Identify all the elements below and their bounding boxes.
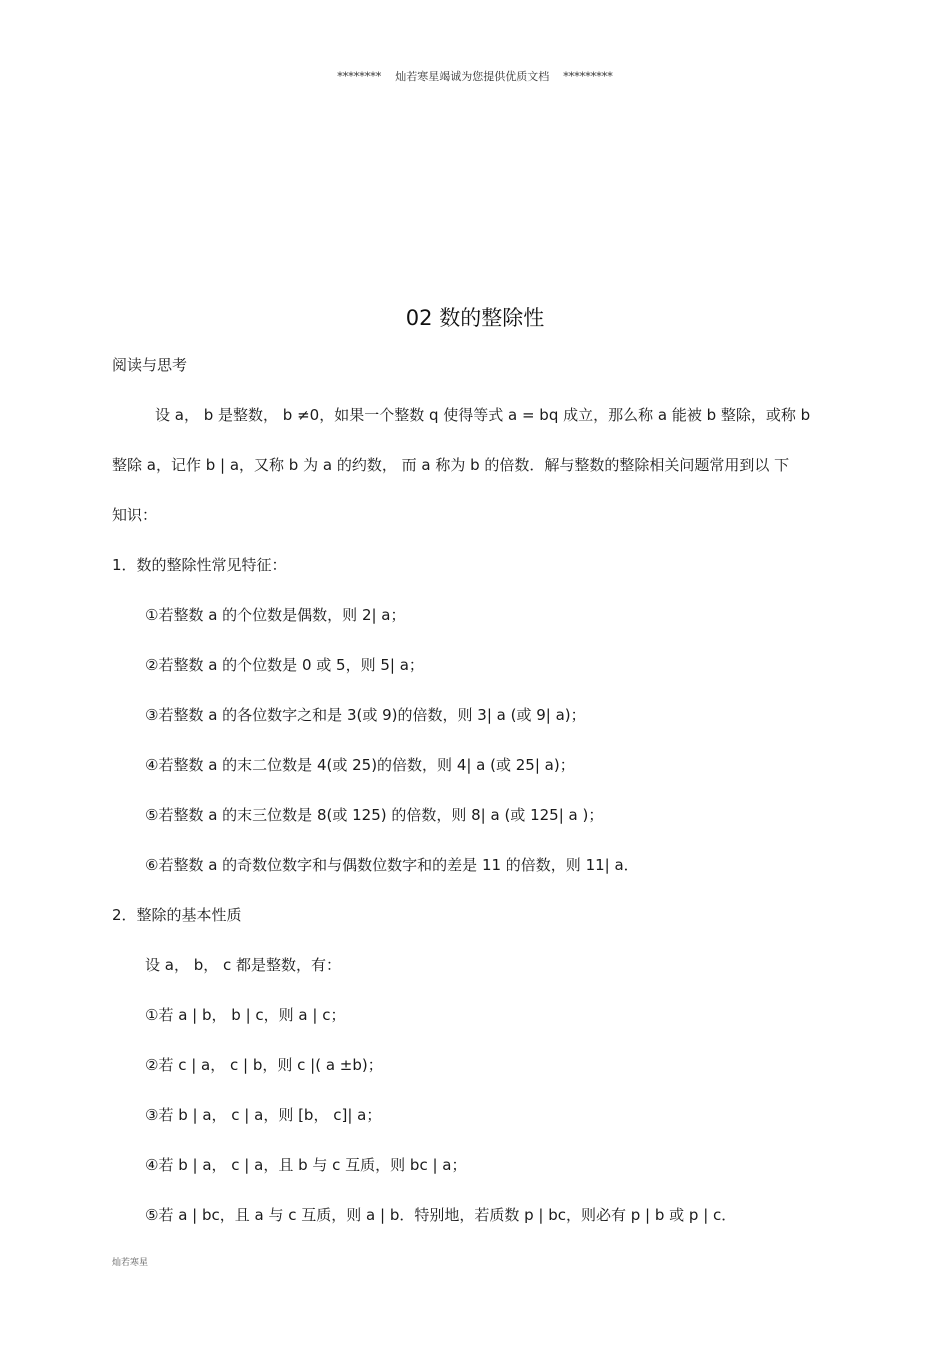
section2-intro: 设 a， b， c 都是整数，有： (145, 956, 342, 974)
property-5: ⑤若 a | bc，且 a 与 c 互质，则 a | b．特别地，若质数 p | bc，则必有 p | b 或 p | c． (145, 1206, 737, 1224)
divisibility-rule-2: ②若整数 a 的个位数是 0 或 5，则 5| a； (145, 656, 424, 674)
section1-heading: 1．数的整除性常见特征： (112, 556, 287, 574)
page-title: 02 数的整除性 (405, 306, 545, 330)
page-header: ******** 灿若寒星竭诚为您提供优质文档 ********* (337, 70, 613, 83)
section2-heading: 2．整除的基本性质 (112, 906, 242, 924)
page-footer: 灿若寒星 (112, 1258, 149, 1268)
divisibility-rule-3: ③若整数 a 的各位数字之和是 3(或 9)的倍数，则 3| a (或 9| a)； (145, 706, 586, 724)
section-reading-heading: 阅读与思考 (112, 356, 188, 374)
intro-line-1: 设 a， b 是整数， b ≠0，如果一个整数 q 使得等式 a = bq 成立，那么称 a 能被 b 整除，或称 b (155, 406, 811, 424)
property-3: ③若 b | a， c | a，则 [b， c]| a； (145, 1106, 382, 1124)
intro-line-3: 知识： (112, 506, 158, 524)
divisibility-rule-1: ①若整数 a 的个位数是偶数，则 2| a； (145, 606, 406, 624)
property-1: ①若 a | b， b | c，则 a | c； (145, 1006, 346, 1024)
property-4: ④若 b | a， c | a，且 b 与 c 互质，则 bc | a； (145, 1156, 467, 1174)
divisibility-rule-4: ④若整数 a 的末二位数是 4(或 25)的倍数，则 4| a (或 25| a)； (145, 756, 575, 774)
divisibility-rule-6: ⑥若整数 a 的奇数位数字和与偶数位数字和的差是 11 的倍数，则 11| a． (145, 856, 639, 874)
property-2: ②若 c | a， c | b，则 c |( a ±b)； (145, 1056, 383, 1074)
divisibility-rule-5: ⑤若整数 a 的末三位数是 8(或 125) 的倍数，则 8| a (或 125| a )； (145, 806, 604, 824)
intro-line-2: 整除 a，记作 b | a，又称 b 为 a 的约数， 而 a 称为 b 的倍数．解与整数的整除相关问题常用到以 下 (112, 456, 790, 474)
